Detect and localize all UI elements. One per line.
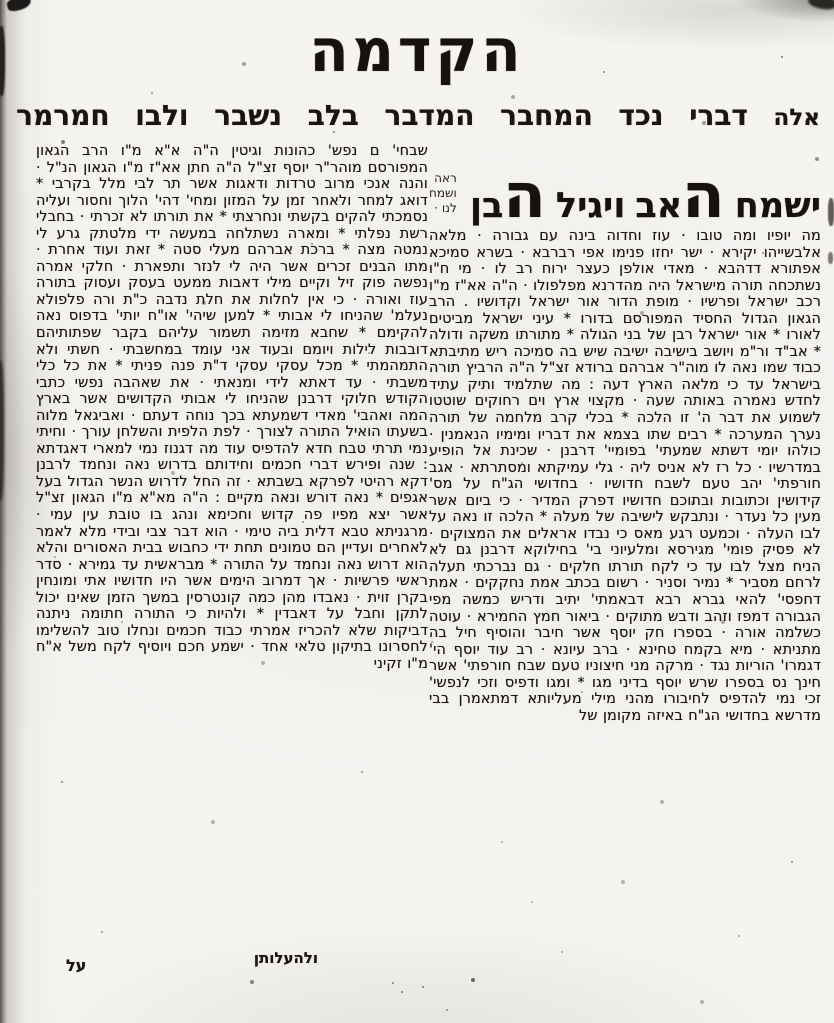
scan-artifact-top-right [807, 0, 834, 11]
column-right [429, 146, 821, 968]
column-left [36, 143, 428, 981]
scan-artifact-left-edge-2 [0, 360, 4, 500]
margin-gloss [429, 171, 457, 224]
header-word: נשבר [214, 99, 283, 132]
display-word: ישמח [734, 186, 821, 226]
scan-artifact-top-left [6, 0, 32, 13]
margin-gloss-line: לנו · [434, 201, 457, 215]
header-line [16, 99, 820, 132]
body-text-left: שבחי' ם נפש' כהונות וגיטין ה"ה א"א מ"ו הרב הגאון המפורסם מוהר"ר יוסף זצ"ל ה"ה חתן אא"ז מ"ו הגאון הנ"ל · והנה אנכי מרוב טרדות ודאגות אשר תר לבי מלל בקרבי * דואג למחר ולאחר זמן על המזון ומחי' דהי' הלוך וחסור ועליה נסמכתי להקים בקשתי ונחרצתי * את תורתו לא זכרתי · בחבלי רשת נפלתי * ומארה נשתלחה במעשה ידי מלטתק גרע לי נמטה מצה * ברכת אברהם מעלי סטה * זאת ועוד אחרת · מתו הבנים זכרים אשר היה לי לנזר ותפארת · חלקי אמרה נפשה פוק זיל וקיים מילי דאבות ממעט בעסק ועסוק בתורה עוז ואורה · כי אין לחלות את חלת נדבה כ"ת ורה פלפולא נעלמ' שהניחו לי אבותי * למען שיהי' או"ח יותי' בדפוס נאה להקימם * שחבא מזימה תשמור עליהם בקבר שפתותיהם דובבות לילות ויומם ובעוד אני עומד במחשבתי · חשתי ולא התמהמתי * מכל עסקי עסקי ד"ת פנה פניתי * את כל כלי משבתי · עד דאתא לידי ומנאתי · את שאהבה נפשי כתבי הקודש חלוקי דרבנן שהניחו לי אבותי הקדושים אשר בארץ המה ואהבי' מאדי דשמעתא בכך נוחה דעתם · ואביגאל מלוה בשעתו הואיל התורה לצורך · לפת הלפית והשלחן עורך · וחיתי נמי תרתי טבח חדא להדפיס עוד מה דגנוז נמי למארי דאגדתא : שנה ופירש דברי חכמים וחידותם בדרוש נאה ונחמד לרבנן דקא רהיטי לפרקא בשבתא · זה החל לדרוש הנשר הגדול בעל אגפים * נאה דורש ונאה מקיים : ה"ה מא"א מ"ו הגאון זצ"ל אשר יצא מפיו פה קדוש וחכימא ונהג בו טובת עין עמי · מרגניתא טבא דלית ביה טימי · הוא דבר צבי ובידי מלא לאמר לאחרים ועדיין הם טמונים תחת ידי כחבוש בבית האסורים והלא הוא דרוש נאה ונחמד על התורה * מבראשית עד גמירא · סדר ראשי פרשיות · אך דמרוב הימים אשר היו חדושיו אתי ומונחין בקרן זוית · נאבדו מהן כמה קונטרסין במשך הזמן שאינו יכול לתקן וחבל על דאבדין * ולהיות כי התורה חתומה ניתנה דביקות שלא להכריז אמרתי כבוד חכמים ונחלו טוב להשלימו לחסרונו בתיקון טלאי אחד · ישמע חכם ויוסיף לקח משל א"ח מ"ו זקיני [36, 143, 428, 672]
scan-speckles [0, 0, 2, 2]
catchword: על [66, 956, 87, 975]
oversized-he-letter: ה [503, 159, 546, 232]
header-word: בלב [307, 99, 359, 132]
header-word: המחבר [500, 99, 593, 132]
oversized-he-letter: ה [682, 159, 725, 232]
scan-artifact-right-edge [828, 198, 834, 226]
header-word: נכד [618, 99, 664, 132]
header-word: אלה [773, 105, 820, 131]
margin-gloss-line: ושמח [429, 186, 457, 200]
header-word: חמרמר [16, 99, 110, 132]
display-word: האב [635, 159, 725, 232]
opening-display-line [429, 146, 821, 232]
display-word: הבן [469, 159, 546, 232]
body-text-right: מה יופיו ומה טובו · עוז וחדוה בינה עם גבורה · מלאה אלבשייהו יקירא · ישר יחזו פנימו אפי רברבא · בשרא סמיכא אפתורא דדהבא · מאדי אולפן כעצר ירוח רב לו · מי ח"ו נשתכחה תורה מישראל היה מהדרנא מפלפולו · ה"ה אא"ז מ"ו רכב ישראל ופרשיו · מופת הדור אור ישראל וקדושיו . הרב הגאון הגדול החסיד המפורסם בדורו * עיני ישראל מביטים לאורו * אור ישראל רבן של בני הגולה * מתורתו משקה ודולה * אב"ד ור"מ ויושב בישיבה ישיבה שיש בה סמיכה ריש מתיבתא כבוד שמו נאה לו מוה"ר אברהם ברודא זצ"ל ה"ה הרביץ תורה בישראל עד כי מלאה הארץ דעה : מה שתלמיד ותיק עתיד לחדש נאמרה באותה שעה · מקצוי ארץ וים רחוקים שוטטו לשמוע את דבר ה' זו הלכה * בכלי קרב מלחמה של תורה נערך המערכה * רבים שתו בצמא את דבריו ומימיו הנאמנין · כולהו יומי דשתא שמעתי' בפומיי' דרבנן · שכינת אל הופיע במדרשיו · כל רז לא אניס ליה · גלי עמיקתא ומסתרתא · אגב חורפתי' יהב טעם לשבח חדושיו · בחדושי הג"ח על מס' קידושין וכתובות ובתוכם חדושיו דפרק המדיר · כי ביום אשר מעין כל נעדר · ונתבקש לישיבה של מעלה * הלכה זו נאה על לבו העלה · וכמעט רגע מאס כי נבדו אראלים את המצוקים · לא פסיק פומי' מגירסא ומלעיוני בי' בחילוקא דרבנן גם לא הניח מצל לבו עד כי לקח תורתו חלקים · גם נברכתי תעלה לרחם מסביר * נמיר וסניר · רשום בכתב אמת נחקקים · אמת דחפסי' להאי גברא רבא דבאמתי' יתיב ודריש כמשה מפי הגבורה דמפז וזהב ודבש מתוקים · ביאור חמץ החמירא · עוטה כשלמה אורה · בספרו חק יוסף אשר חיבר והוסיף חיל בה מתניתא · מיא בקמח טחינא · ברב עיונא · רב עוד יוסף הי' דגמרו' הוריות נגד · מרקה מני חיצוניו טעם שבח חורפתי' אשר חינך נס בספרו שרש יוסף בדיני מגו * ומגו ודפיס וזכי לנפשי' זכי נמי להדפיס לחיבורו מהני מילי מעליותא דמתאמרן בבי מדרשא בחדושי הג"ח באיזה מקומן של [429, 228, 821, 724]
header-word: ולבו [135, 99, 189, 132]
header-word: דברי [689, 99, 748, 132]
display-words [469, 159, 821, 232]
page-title: הקדמה [309, 16, 525, 86]
scan-artifact-right-edge-2 [828, 252, 833, 264]
column-last-word: ולהעלותן [253, 949, 318, 967]
display-word: ויגיל [555, 186, 626, 226]
margin-gloss-line: ראה [434, 171, 457, 185]
header-word: המדבר [384, 99, 475, 132]
